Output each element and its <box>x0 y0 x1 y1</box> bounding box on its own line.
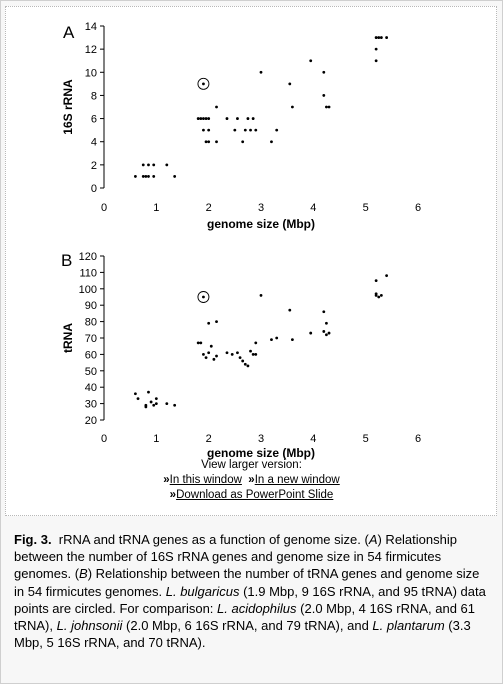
powerpoint-link-row <box>0 488 503 503</box>
panel-a-data-point <box>142 163 145 166</box>
download-powerpoint-link[interactable]: Download as PowerPoint Slide <box>176 489 334 501</box>
chevron-right-icon: » <box>163 474 170 486</box>
panel-a-data-point <box>375 48 378 51</box>
panel-a-y-tick-label: 4 <box>90 136 97 149</box>
panel-b-x-tick-label: 1 <box>153 433 160 445</box>
panel-b-x-tick-label: 6 <box>414 433 422 445</box>
panel-a-chart <box>61 21 421 231</box>
panel-b-data-point <box>380 294 383 297</box>
panel-b-data-point <box>322 330 325 333</box>
caption-text: ) Relationship between the number of 16S rRNA genes and genome size in 54 firmicutes genomes. ( <box>14 532 457 582</box>
panel-a-data-point <box>309 59 312 62</box>
panel-a-data-point <box>152 163 155 166</box>
panel-a-x-tick-label: 2 <box>205 202 212 214</box>
panel-a-letter: A <box>63 23 75 42</box>
panel-b-chart <box>61 251 421 460</box>
caption-text: (1.9 Mbp, 9 16S rRNA, and 95 tRNA) data points are circled. For comparison: <box>14 583 486 616</box>
panel-b-data-point <box>239 356 242 359</box>
panel-a-data-point <box>244 129 247 132</box>
panel-a-data-point <box>173 175 176 178</box>
panel-b-data-point <box>275 337 278 340</box>
panel-a-data-point <box>202 129 205 132</box>
panel-b-y-tick-label: 40 <box>84 382 97 395</box>
panel-a-x-tick-label: 5 <box>362 202 369 214</box>
caption-panel-b: B <box>79 566 88 582</box>
panel-a-data-point <box>226 117 229 120</box>
panel-b-data-point <box>375 294 378 297</box>
panel-b-data-point <box>199 342 202 345</box>
panel-b-data-point <box>254 353 257 356</box>
caption-species: L. acidophilus <box>217 600 297 616</box>
caption-text: (2.0 Mbp, 6 16S rRNA, and 79 tRNA), and <box>122 618 373 634</box>
panel-b-data-point <box>244 363 247 366</box>
panel-b-data-point <box>202 353 205 356</box>
panel-a-data-point <box>380 36 383 39</box>
panel-a-y-tick-label: 14 <box>84 21 97 33</box>
view-larger-label: View larger version: <box>201 459 302 471</box>
panel-b-data-point <box>385 274 388 277</box>
panel-b-y-tick-label: 100 <box>78 283 97 296</box>
panel-b-data-point <box>260 294 263 297</box>
chevron-right-icon: » <box>169 489 177 501</box>
panel-a-data-point <box>205 117 208 120</box>
panel-b-data-point <box>202 296 205 299</box>
panel-a-data-point <box>197 117 200 120</box>
panel-a-data-point <box>322 71 325 74</box>
panel-b-data-point <box>377 296 380 299</box>
panel-b-data-point <box>144 405 147 408</box>
panel-b-data-point <box>150 401 153 404</box>
in-new-window-link[interactable]: In a new window <box>254 474 340 486</box>
panel-a-x-tick-label: 3 <box>257 202 265 214</box>
panel-a-x-axis-label: genome size (Mbp) <box>206 217 316 231</box>
caption-species: L. johnsonii <box>56 618 123 634</box>
panel-b-data-point <box>215 355 218 358</box>
panel-a-x-tick-label: 1 <box>153 202 160 214</box>
view-larger-links <box>0 458 503 503</box>
panel-b-x-axis-label: genome size (Mbp) <box>206 446 316 460</box>
panel-a-data-point <box>270 140 273 143</box>
panel-a-data-point <box>377 36 380 39</box>
panel-b-data-point <box>173 404 176 407</box>
panel-a-x-tick-label: 0 <box>100 202 108 214</box>
panel-b-data-point <box>210 345 213 348</box>
panel-a-data-point <box>322 94 325 97</box>
panel-a-x-tick-label: 4 <box>310 202 317 214</box>
chevron-right-icon: » <box>248 474 255 486</box>
panel-b-x-tick-label: 4 <box>310 433 317 445</box>
panel-b-data-point <box>155 397 158 400</box>
panel-b-data-point <box>215 320 218 323</box>
panel-a-data-point <box>260 71 263 74</box>
panel-b-data-point <box>155 402 158 405</box>
panel-b-x-tick-label: 3 <box>257 433 265 445</box>
panel-b-y-tick-label: 30 <box>84 398 97 411</box>
window-links-row <box>0 473 503 488</box>
panel-b-x-tick-label: 0 <box>100 433 108 445</box>
panel-b-y-tick-label: 110 <box>79 267 97 280</box>
panel-b-data-point <box>226 351 229 354</box>
panel-a-data-point <box>233 129 236 132</box>
panel-a-x-tick-label: 6 <box>414 202 422 214</box>
panel-b-data-point <box>249 350 252 353</box>
panel-a-data-point <box>288 82 291 85</box>
caption-text: ) Relationship between the number of tRNA genes and genome size in 54 firmicutes genomes. <box>14 566 480 599</box>
panel-a-y-axis-label: 16S rRNA <box>61 79 75 135</box>
panel-b-data-point <box>291 338 294 341</box>
panel-b-data-point <box>231 353 234 356</box>
figure-caption <box>14 531 492 651</box>
panel-a-y-tick-label: 10 <box>84 67 97 80</box>
panel-a-data-point <box>241 140 244 143</box>
panel-a-data-point <box>275 129 278 132</box>
panel-b-y-tick-label: 80 <box>84 316 97 329</box>
in-this-window-link[interactable]: In this window <box>169 474 242 486</box>
caption-panel-a: A <box>368 532 378 547</box>
panel-b-data-point <box>328 332 331 335</box>
panel-a-data-point <box>199 117 202 120</box>
panel-a-data-point <box>254 129 257 132</box>
panel-a-y-tick-label: 6 <box>90 113 97 126</box>
panel-a-data-point <box>144 175 147 178</box>
caption-text: rRNA and tRNA genes as a function of genome size. ( <box>58 532 369 547</box>
caption-text: (2.0 Mbp, 4 16S rRNA, and 61 tRNA), <box>14 600 476 634</box>
panel-b-data-point <box>288 309 291 312</box>
panel-b-data-point <box>241 360 244 363</box>
panel-b-x-tick-label: 5 <box>362 433 369 445</box>
panel-b-y-axis-label: tRNA <box>61 323 75 353</box>
panel-b-data-point <box>236 351 239 354</box>
panel-b-data-point <box>137 397 140 400</box>
panel-b-data-point <box>205 356 208 359</box>
panel-b-data-point <box>375 279 378 282</box>
panel-a-y-tick-label: 8 <box>90 90 97 103</box>
panel-b-y-tick-label: 70 <box>84 333 97 345</box>
caption-fig-label: Fig. 3. <box>14 532 52 547</box>
panel-a-data-point <box>328 106 331 109</box>
panel-a-data-point <box>202 82 205 85</box>
panel-b-data-point <box>213 358 216 361</box>
panel-a-data-point <box>215 140 218 143</box>
panel-a-data-point <box>385 36 388 39</box>
panel-b-data-point <box>207 322 210 325</box>
panel-a-data-point <box>207 140 210 143</box>
panel-b-data-point <box>247 364 250 367</box>
panel-b-letter: B <box>61 251 73 270</box>
caption-species: L. bulgaricus <box>165 583 240 599</box>
panel-a-data-point <box>291 106 294 109</box>
panel-a-data-point <box>236 117 239 120</box>
panel-a-data-point <box>147 163 150 166</box>
panel-a-data-point <box>147 175 150 178</box>
panel-b-x-tick-label: 2 <box>205 433 212 445</box>
panel-b-data-point <box>165 402 168 405</box>
panel-a-data-point <box>134 175 137 178</box>
panel-a-data-point <box>375 36 378 39</box>
panel-a-y-tick-label: 12 <box>84 44 97 57</box>
panel-a-data-point <box>325 106 328 109</box>
panel-a-data-point <box>152 175 155 178</box>
panel-a-data-point <box>247 117 250 120</box>
panel-b-y-tick-label: 50 <box>84 365 97 378</box>
panel-a-data-point <box>375 59 378 62</box>
panel-b-y-tick-label: 20 <box>84 415 97 427</box>
panel-a-data-point <box>249 129 252 132</box>
panel-b-data-point <box>325 333 328 336</box>
panel-a-data-point <box>252 117 255 120</box>
panel-b-y-tick-label: 90 <box>84 300 97 313</box>
panel-b-data-point <box>197 342 200 345</box>
panel-b-data-point <box>325 322 328 325</box>
panel-b-data-point <box>207 351 210 354</box>
panel-a-data-point <box>205 140 208 143</box>
panel-a-y-tick-label: 0 <box>90 183 97 195</box>
panel-a-data-point <box>142 175 145 178</box>
caption-text: (3.3 Mbp, 5 16S rRNA, and 70 tRNA). <box>14 618 471 651</box>
panel-a-data-point <box>215 106 218 109</box>
panel-b-data-point <box>147 391 150 394</box>
panel-a-y-tick-label: 2 <box>90 159 97 172</box>
panel-a-data-point <box>207 117 210 120</box>
panel-b-data-point <box>270 338 273 341</box>
panel-b-data-point <box>254 342 257 345</box>
panel-b-data-point <box>152 404 155 407</box>
panel-a-data-point <box>202 117 205 120</box>
panel-b-data-point <box>309 332 312 335</box>
panel-a-data-point <box>207 129 210 132</box>
caption-species: L. plantarum <box>372 618 445 634</box>
panel-b-data-point <box>134 392 137 395</box>
panel-a-data-point <box>165 163 168 166</box>
panel-b-data-point <box>252 353 255 356</box>
panel-b-y-tick-label: 60 <box>84 349 97 362</box>
panel-b-y-tick-label: 120 <box>78 251 97 263</box>
panel-b-data-point <box>322 310 325 313</box>
